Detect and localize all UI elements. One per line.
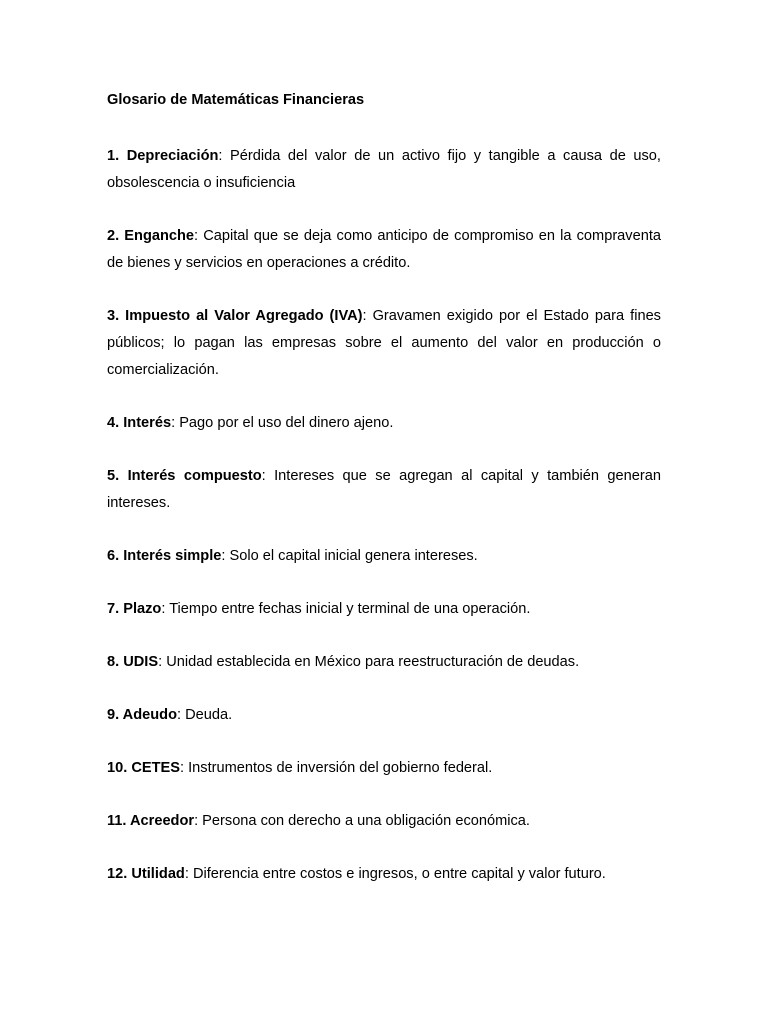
glossary-definition: : Solo el capital inicial genera intereses.: [221, 548, 478, 564]
glossary-definition: : Pago por el uso del dinero ajeno.: [171, 415, 394, 431]
glossary-entry: [107, 596, 661, 623]
glossary-definition: : Pérdida del valor de un activo fijo y tangible a causa de uso, obsolescencia o insuficiencia: [107, 148, 661, 191]
glossary-entry: [107, 143, 661, 197]
glossary-entry: [107, 410, 661, 437]
glossary-definition: : Tiempo entre fechas inicial y terminal de una operación.: [161, 601, 531, 617]
glossary-entry: [107, 463, 661, 517]
glossary-term: 11. Acreedor: [107, 813, 195, 829]
glossary-term: 10. CETES: [107, 760, 180, 776]
document-page: [107, 90, 661, 914]
glossary-entry: [107, 861, 661, 888]
glossary-definition: : Deuda.: [177, 707, 233, 723]
glossary-term: 9. Adeudo: [107, 707, 177, 723]
glossary-entry: [107, 649, 661, 676]
glossary-term: 12. Utilidad: [107, 866, 185, 882]
glossary-term: 6. Interés simple: [107, 548, 222, 564]
glossary-entry: [107, 808, 661, 835]
glossary-entry: [107, 223, 661, 277]
glossary-definition: : Gravamen exigido por el Estado para fines públicos; lo pagan las empresas sobre el aumento del valor en producción o comercialización.: [107, 308, 661, 378]
glossary-entry: [107, 755, 661, 782]
glossary-entry: [107, 543, 661, 570]
glossary-term: 8. UDIS: [107, 654, 159, 670]
glossary-definition: : Instrumentos de inversión del gobierno federal.: [180, 760, 493, 776]
glossary-term: 3. Impuesto al Valor Agregado (IVA): [107, 308, 363, 324]
glossary-definition: : Unidad establecida en México para reestructuración de deudas.: [158, 654, 580, 670]
glossary-term: 4. Interés: [107, 415, 172, 431]
glossary-definition: : Diferencia entre costos e ingresos, o entre capital y valor futuro.: [184, 866, 606, 882]
glossary-entry: [107, 702, 661, 729]
glossary-term: 5. Interés compuesto: [107, 468, 262, 484]
document-title: Glosario de Matemáticas Financieras: [107, 92, 365, 108]
glossary-term: 2. Enganche: [107, 228, 195, 244]
glossary-definition: : Capital que se deja como anticipo de compromiso en la compraventa de bienes y servicios en operaciones a crédito.: [107, 228, 661, 271]
glossary-term: 1. Depreciación: [107, 148, 219, 164]
glossary-entry: [107, 303, 661, 384]
glossary-definition: : Intereses que se agregan al capital y también generan intereses.: [107, 468, 661, 511]
glossary-definition: : Persona con derecho a una obligación económica.: [194, 813, 530, 829]
glossary-term: 7. Plazo: [107, 601, 162, 617]
